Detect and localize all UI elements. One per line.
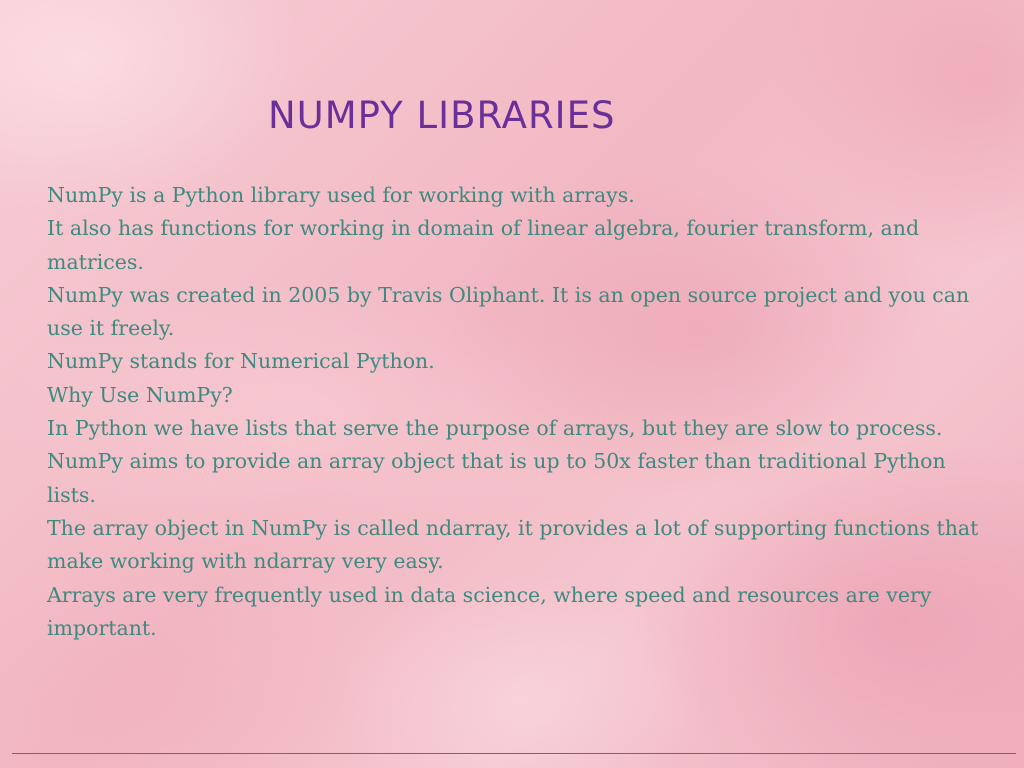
paragraph-why-heading: Why Use NumPy? [47,382,233,407]
slide-title: NUMPY LIBRARIES [268,94,616,137]
paragraph-name-meaning: NumPy stands for Numerical Python. [47,349,435,374]
slide-body [47,179,997,645]
paragraph-python-lists: In Python we have lists that serve the purpose of arrays, but they are slow to process. [47,416,943,441]
bottom-divider [12,753,1016,754]
paragraph-data-science: Arrays are very frequently used in data science, where speed and resources are very important. [47,582,932,640]
paragraph-what-is-numpy: NumPy is a Python library used for working with arrays. [47,183,635,207]
paragraph-speed: NumPy aims to provide an array object that is up to 50x faster than traditional Python lists. [47,449,946,507]
paragraph-history: NumPy was created in 2005 by Travis Oliphant. It is an open source project and you can use it freely. [47,282,970,341]
paragraph-ndarray: The array object in NumPy is called ndarray, it provides a lot of supporting functions that make working with ndarray very easy. [47,515,979,574]
paragraph-functions: It also has functions for working in domain of linear algebra, fourier transform, and matrices. [47,216,920,274]
